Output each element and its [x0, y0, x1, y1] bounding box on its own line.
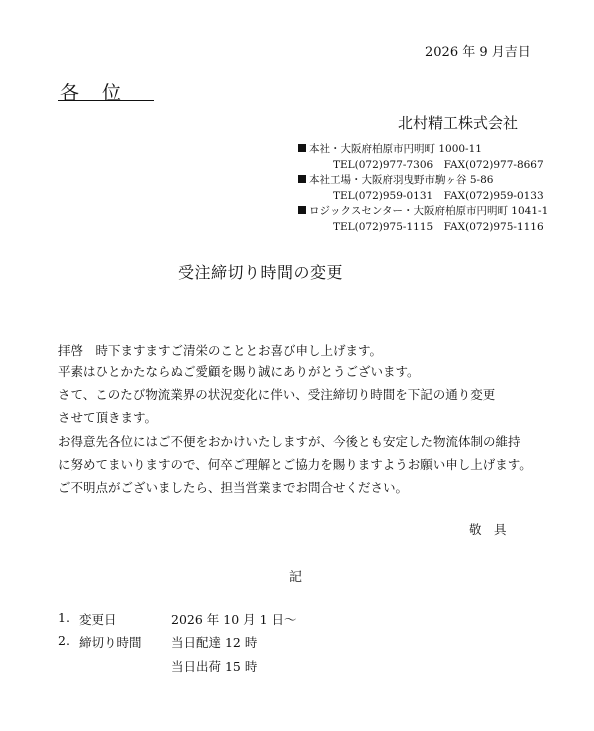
item-value: 当日出荷 15 時: [171, 659, 258, 674]
closing-keigu: 敬 具: [469, 522, 507, 537]
letter-date: 2026 年 9 月吉日: [425, 45, 531, 60]
body-line: さて、このたび物流業界の状況変化に伴い、受注締切り時間を下記の通り変更: [58, 387, 496, 402]
document-title: 受注締切り時間の変更: [178, 263, 344, 282]
tel-line-logistics: TEL(072)975-1115 FAX(072)975-1116: [333, 221, 544, 233]
item-label: 締切り時間: [79, 635, 142, 650]
address-text: ロジックスセンター・大阪府柏原市円明町 1041-1: [309, 205, 549, 217]
body-line: 拝啓 時下ますますご清栄のこととお喜び申し上げます。: [58, 343, 383, 358]
bullet-square-icon: [298, 206, 306, 214]
recipient-underline: [58, 100, 154, 101]
address-line-logistics: [298, 203, 548, 218]
item-label: 変更日: [79, 612, 117, 627]
body-line: 平素はひとかたならぬご愛顧を賜り誠にありがとうございます。: [58, 364, 420, 379]
item-value: 当日配達 12 時: [171, 635, 258, 650]
company-name: 北村精工株式会社: [398, 114, 519, 132]
tel-line-head-office: TEL(072)977-7306 FAX(072)977-8667: [333, 159, 544, 171]
body-line: させて頂きます。: [58, 410, 158, 425]
body-line: ご不明点がございましたら、担当営業までお問合せください。: [58, 480, 409, 495]
address-line-head-office: [298, 141, 482, 156]
item-number: 1.: [58, 610, 70, 625]
bullet-square-icon: [298, 175, 306, 183]
ki-heading: 記: [289, 570, 303, 585]
recipient: 各 位: [60, 82, 124, 104]
tel-line-factory: TEL(072)959-0131 FAX(072)959-0133: [333, 190, 544, 202]
address-text: 本社・大阪府柏原市円明町 1000-11: [309, 143, 482, 155]
item-number: 2.: [58, 633, 70, 648]
body-line: に努めてまいりますので、何卒ご理解とご協力を賜りますようお願い申し上げます。: [58, 457, 532, 472]
bullet-square-icon: [298, 144, 306, 152]
address-line-factory: [298, 172, 493, 187]
body-line: お得意先各位にはご不便をおかけいたしますが、今後とも安定した物流体制の維持: [58, 434, 521, 449]
address-text: 本社工場・大阪府羽曳野市駒ヶ谷 5-86: [309, 174, 494, 186]
item-value: 2026 年 10 月 1 日～: [171, 612, 297, 627]
